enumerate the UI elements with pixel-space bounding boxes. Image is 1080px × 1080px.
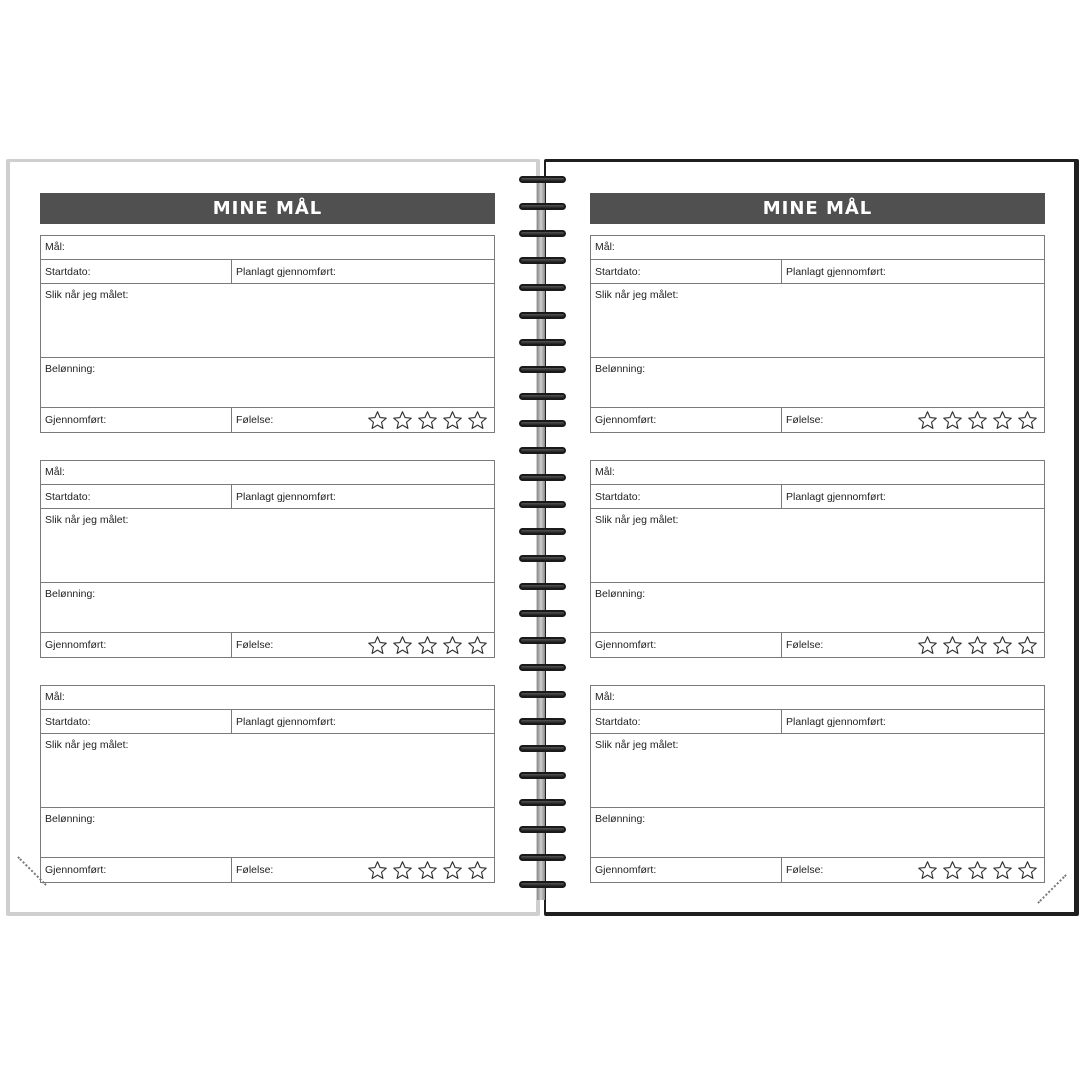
spiral-ring bbox=[519, 881, 566, 889]
how-to-reach-label: Slik når jeg målet: bbox=[595, 514, 679, 526]
how-to-reach-field[interactable] bbox=[41, 734, 494, 808]
goal-label: Mål: bbox=[45, 241, 65, 253]
feeling-label: Følelse: bbox=[786, 414, 824, 426]
spiral-ring bbox=[519, 447, 566, 455]
spiral-ring bbox=[519, 854, 566, 862]
spiral-ring bbox=[519, 664, 566, 672]
feeling-label: Følelse: bbox=[236, 864, 274, 876]
goal-card bbox=[590, 235, 1045, 433]
reward-field[interactable] bbox=[41, 358, 494, 408]
goal-row[interactable] bbox=[591, 461, 1044, 485]
planned-completion-label: Planlagt gjennomført: bbox=[786, 490, 886, 503]
spiral-ring bbox=[519, 312, 566, 320]
completed-label: Gjennomført: bbox=[595, 414, 657, 426]
spiral-ring bbox=[519, 501, 566, 509]
completed-label: Gjennomført: bbox=[45, 414, 107, 426]
star-outline-icon[interactable] bbox=[417, 860, 438, 881]
how-to-reach-field[interactable] bbox=[41, 284, 494, 358]
feeling-field bbox=[782, 858, 1044, 882]
feeling-field bbox=[232, 633, 494, 657]
page-title: MINE MÅL bbox=[590, 193, 1045, 224]
completed-field[interactable] bbox=[41, 633, 232, 657]
star-outline-icon[interactable] bbox=[942, 635, 963, 656]
completed-field[interactable] bbox=[591, 633, 782, 657]
spiral-ring bbox=[519, 691, 566, 699]
how-to-reach-field[interactable] bbox=[41, 509, 494, 583]
star-rating bbox=[917, 410, 1040, 431]
feeling-field bbox=[232, 858, 494, 882]
goal-row[interactable] bbox=[591, 686, 1044, 710]
star-outline-icon[interactable] bbox=[442, 635, 463, 656]
goal-label: Mål: bbox=[45, 691, 65, 703]
reward-label: Belønning: bbox=[45, 813, 96, 825]
planned-completion-field[interactable] bbox=[782, 260, 890, 283]
star-outline-icon[interactable] bbox=[1017, 635, 1038, 656]
star-outline-icon[interactable] bbox=[417, 410, 438, 431]
star-outline-icon[interactable] bbox=[967, 410, 988, 431]
planned-completion-field[interactable] bbox=[782, 485, 890, 508]
spiral-ring bbox=[519, 799, 566, 807]
completed-field[interactable] bbox=[41, 858, 232, 882]
star-outline-icon[interactable] bbox=[992, 860, 1013, 881]
start-date-label: Startdato: bbox=[595, 265, 641, 278]
star-outline-icon[interactable] bbox=[942, 410, 963, 431]
goal-label: Mål: bbox=[595, 691, 615, 703]
star-outline-icon[interactable] bbox=[917, 410, 938, 431]
star-outline-icon[interactable] bbox=[392, 635, 413, 656]
right-page bbox=[546, 162, 1074, 912]
planned-completion-label: Planlagt gjennomført: bbox=[236, 490, 336, 503]
completed-label: Gjennomført: bbox=[595, 639, 657, 651]
completed-field[interactable] bbox=[591, 858, 782, 882]
star-outline-icon[interactable] bbox=[1017, 860, 1038, 881]
goal-label: Mål: bbox=[595, 241, 615, 253]
spiral-ring bbox=[519, 772, 566, 780]
goal-card bbox=[590, 685, 1045, 883]
spiral-ring bbox=[519, 284, 566, 292]
spiral-ring bbox=[519, 474, 566, 482]
reward-label: Belønning: bbox=[45, 363, 96, 375]
spiral-ring bbox=[519, 826, 566, 834]
star-outline-icon[interactable] bbox=[442, 860, 463, 881]
spiral-ring bbox=[519, 555, 566, 563]
reward-label: Belønning: bbox=[595, 813, 646, 825]
how-to-reach-label: Slik når jeg målet: bbox=[45, 289, 129, 301]
spiral-ring bbox=[519, 420, 566, 428]
completed-field[interactable] bbox=[41, 408, 232, 432]
how-to-reach-label: Slik når jeg målet: bbox=[45, 514, 129, 526]
start-date-label: Startdato: bbox=[595, 490, 641, 503]
feeling-label: Følelse: bbox=[786, 639, 824, 651]
star-outline-icon[interactable] bbox=[967, 860, 988, 881]
reward-field[interactable] bbox=[41, 808, 494, 858]
spiral-ring bbox=[519, 637, 566, 645]
reward-field[interactable] bbox=[591, 583, 1044, 633]
how-to-reach-label: Slik når jeg målet: bbox=[45, 739, 129, 751]
completed-field[interactable] bbox=[591, 408, 782, 432]
feeling-field bbox=[232, 408, 494, 432]
how-to-reach-field[interactable] bbox=[591, 284, 1044, 358]
spiral-ring bbox=[519, 393, 566, 401]
star-outline-icon[interactable] bbox=[442, 410, 463, 431]
spiral-ring bbox=[519, 257, 566, 265]
spiral-ring bbox=[519, 339, 566, 347]
star-outline-icon[interactable] bbox=[392, 410, 413, 431]
spiral-ring bbox=[519, 718, 566, 726]
spiral-ring bbox=[519, 528, 566, 536]
feeling-label: Følelse: bbox=[236, 639, 274, 651]
planned-completion-field[interactable] bbox=[232, 485, 340, 508]
feeling-label: Følelse: bbox=[236, 414, 274, 426]
goal-label: Mål: bbox=[45, 466, 65, 478]
spiral-ring bbox=[519, 583, 566, 591]
start-date-field[interactable] bbox=[591, 710, 782, 733]
spiral-ring bbox=[519, 610, 566, 618]
goal-card bbox=[40, 685, 495, 883]
star-outline-icon[interactable] bbox=[467, 410, 488, 431]
goal-row[interactable] bbox=[591, 236, 1044, 260]
planned-completion-label: Planlagt gjennomført: bbox=[786, 265, 886, 278]
star-outline-icon[interactable] bbox=[367, 635, 388, 656]
star-rating bbox=[367, 410, 490, 431]
star-rating bbox=[917, 635, 1040, 656]
start-date-label: Startdato: bbox=[45, 490, 91, 503]
star-outline-icon[interactable] bbox=[467, 635, 488, 656]
how-to-reach-label: Slik når jeg målet: bbox=[595, 289, 679, 301]
reward-field[interactable] bbox=[591, 808, 1044, 858]
how-to-reach-field[interactable] bbox=[591, 734, 1044, 808]
how-to-reach-field[interactable] bbox=[591, 509, 1044, 583]
planned-completion-field[interactable] bbox=[232, 710, 340, 733]
goal-card bbox=[40, 235, 495, 433]
spiral-ring bbox=[519, 366, 566, 374]
left-page bbox=[10, 162, 536, 912]
feeling-field bbox=[782, 408, 1044, 432]
star-rating bbox=[367, 860, 490, 881]
start-date-field[interactable] bbox=[41, 485, 232, 508]
star-outline-icon[interactable] bbox=[992, 410, 1013, 431]
planned-completion-label: Planlagt gjennomført: bbox=[786, 715, 886, 728]
goal-card bbox=[590, 460, 1045, 658]
reward-label: Belønning: bbox=[45, 588, 96, 600]
spiral-ring bbox=[519, 203, 566, 211]
start-date-label: Startdato: bbox=[45, 715, 91, 728]
start-date-field[interactable] bbox=[41, 260, 232, 283]
star-rating bbox=[917, 860, 1040, 881]
spiral-ring bbox=[519, 176, 566, 184]
star-outline-icon[interactable] bbox=[942, 860, 963, 881]
planned-completion-field[interactable] bbox=[782, 710, 890, 733]
star-outline-icon[interactable] bbox=[917, 635, 938, 656]
star-outline-icon[interactable] bbox=[367, 860, 388, 881]
spiral-ring bbox=[519, 745, 566, 753]
star-outline-icon[interactable] bbox=[367, 410, 388, 431]
planned-completion-label: Planlagt gjennomført: bbox=[236, 715, 336, 728]
start-date-field[interactable] bbox=[591, 260, 782, 283]
star-outline-icon[interactable] bbox=[967, 635, 988, 656]
star-outline-icon[interactable] bbox=[992, 635, 1013, 656]
planned-completion-field[interactable] bbox=[232, 260, 340, 283]
star-outline-icon[interactable] bbox=[392, 860, 413, 881]
completed-label: Gjennomført: bbox=[45, 639, 107, 651]
spiral-ring bbox=[519, 230, 566, 238]
reward-label: Belønning: bbox=[595, 363, 646, 375]
reward-field[interactable] bbox=[41, 583, 494, 633]
start-date-field[interactable] bbox=[591, 485, 782, 508]
goal-row[interactable] bbox=[41, 236, 494, 260]
page-title: MINE MÅL bbox=[40, 193, 495, 224]
how-to-reach-label: Slik når jeg målet: bbox=[595, 739, 679, 751]
start-date-field[interactable] bbox=[41, 710, 232, 733]
reward-label: Belønning: bbox=[595, 588, 646, 600]
feeling-field bbox=[782, 633, 1044, 657]
goal-row[interactable] bbox=[41, 686, 494, 710]
star-outline-icon[interactable] bbox=[917, 860, 938, 881]
feeling-label: Følelse: bbox=[786, 864, 824, 876]
start-date-label: Startdato: bbox=[45, 265, 91, 278]
star-outline-icon[interactable] bbox=[1017, 410, 1038, 431]
goal-card bbox=[40, 460, 495, 658]
start-date-label: Startdato: bbox=[595, 715, 641, 728]
star-outline-icon[interactable] bbox=[467, 860, 488, 881]
completed-label: Gjennomført: bbox=[595, 864, 657, 876]
star-rating bbox=[367, 635, 490, 656]
completed-label: Gjennomført: bbox=[45, 864, 107, 876]
goal-row[interactable] bbox=[41, 461, 494, 485]
star-outline-icon[interactable] bbox=[417, 635, 438, 656]
goal-label: Mål: bbox=[595, 466, 615, 478]
planned-completion-label: Planlagt gjennomført: bbox=[236, 265, 336, 278]
reward-field[interactable] bbox=[591, 358, 1044, 408]
